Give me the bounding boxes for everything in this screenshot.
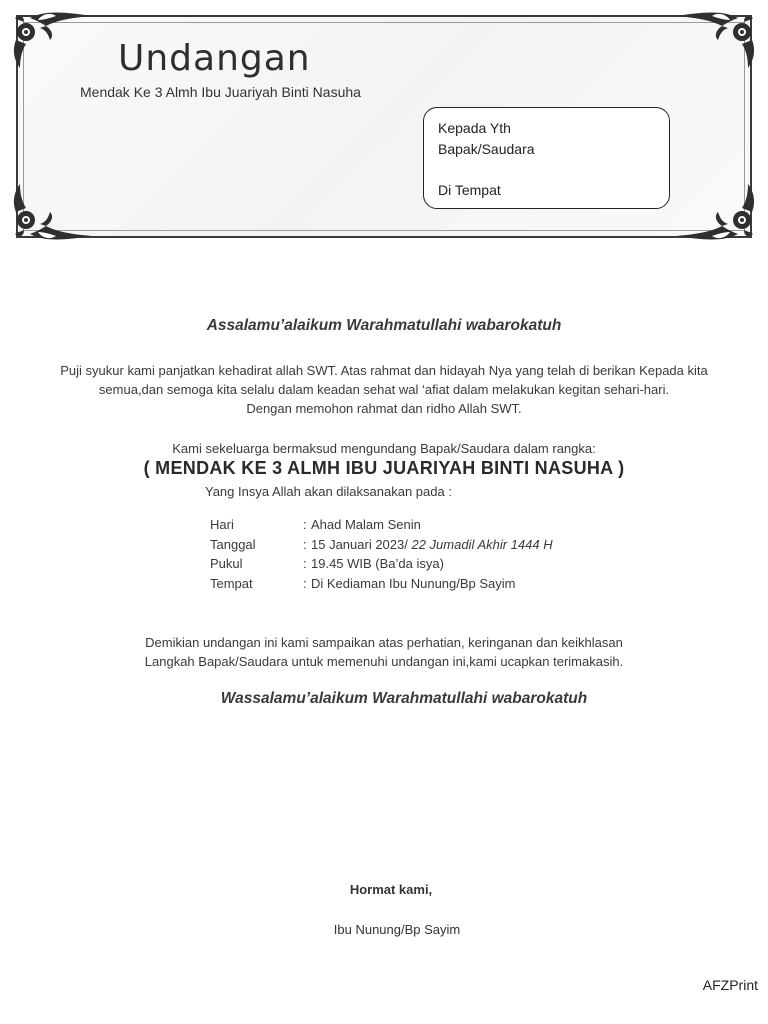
paragraph-line: Puji syukur kami panjatkan kehadirat allah SWT. Atas rahmat dan hidayah Nya yang telah di berikan Kepada kita: [60, 363, 708, 378]
event-details: [210, 517, 553, 595]
schedule-intro: Yang Insya Allah akan dilaksanakan pada :: [205, 484, 452, 499]
invite-line: Kami sekeluarga bermaksud mengundang Bapak/Saudara dalam rangka:: [172, 441, 596, 456]
ornament-corner-icon: [668, 10, 758, 70]
detail-colon: :: [303, 536, 307, 552]
detail-row-tanggal: [210, 537, 553, 557]
recipient-address-box: [423, 107, 670, 209]
ornament-corner-icon: [10, 182, 100, 242]
brand-label: AFZPrint: [702, 977, 758, 993]
invitation-title: Undangan: [118, 38, 311, 79]
closing-salam: Wassalamu’alaikum Warahmatullahi wabarokatuh: [220, 690, 588, 707]
detail-colon: :: [303, 556, 307, 571]
detail-value: 15 Januari 2023/: [311, 536, 412, 552]
paragraph-line: semua,dan semoga kita selalu dalam keadan sehat wal ‘afiat dalam melakukan kegitan sehari-hari.: [98, 382, 670, 397]
detail-value: Di Kediaman Ibu Nunung/Bp Sayim: [311, 575, 516, 591]
event-title: ( MENDAK KE 3 ALMH IBU JUARIYAH BINTI NASUHA ): [143, 458, 625, 478]
signature-name: Ibu Nunung/Bp Sayim: [333, 922, 461, 937]
detail-value-hijri: 22 Jumadil Akhir 1444 H: [411, 536, 553, 552]
paragraph-line: Demikian undangan ini kami sampaikan atas perhatian, keringanan dan keikhlasan: [145, 635, 623, 650]
recipient-line-3: Di Tempat: [438, 182, 501, 198]
signature-label: Hormat kami,: [349, 882, 433, 897]
paragraph-line: Langkah Bapak/Saudara untuk memenuhi undangan ini,kami ucapkan terimakasih.: [144, 654, 624, 669]
detail-label: Pukul: [210, 556, 243, 571]
detail-row-hari: [210, 517, 553, 537]
recipient-line-1: Kepada Yth: [438, 120, 511, 136]
detail-label: Hari: [210, 517, 234, 532]
opening-paragraph: [20, 361, 748, 418]
paragraph-line: Dengan memohon rahmat dan ridho Allah SWT.: [246, 401, 522, 416]
ornament-corner-icon: [668, 182, 758, 242]
detail-colon: :: [303, 517, 307, 532]
recipient-line-2: Bapak/Saudara: [438, 141, 535, 157]
invitation-subtitle: Mendak Ke 3 Almh Ibu Juariyah Binti Nasuha: [80, 84, 361, 100]
detail-row-pukul: [210, 556, 553, 576]
detail-row-tempat: [210, 576, 553, 596]
opening-salam: Assalamu’alaikum Warahmatullahi wabarokatuh: [206, 317, 562, 334]
detail-value: Ahad Malam Senin: [311, 517, 421, 532]
detail-label: Tanggal: [210, 536, 256, 552]
closing-paragraph: [20, 633, 748, 671]
detail-colon: :: [303, 575, 307, 591]
ornament-corner-icon: [10, 10, 100, 70]
detail-label: Tempat: [210, 575, 253, 591]
detail-value: 19.45 WIB (Ba’da isya): [311, 556, 444, 571]
